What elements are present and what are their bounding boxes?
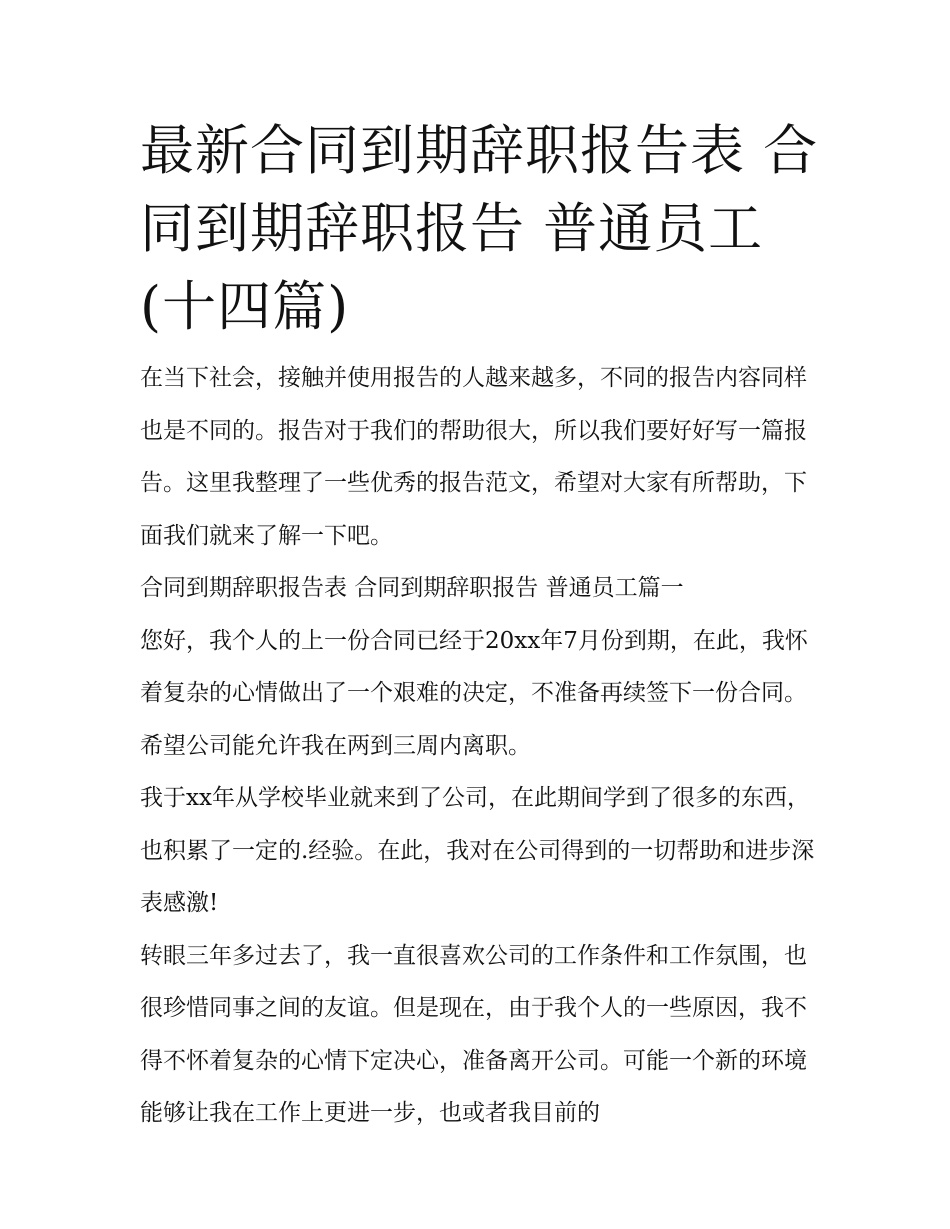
section-heading: 合同到期辞职报告表 合同到期辞职报告 普通员工篇一: [140, 575, 684, 601]
body-paragraph: 您好，我个人的上一份合同已经于20xx年7月份到期，在此，我怀着复杂的心情做出了一个艰难的决定，不准备再续签下一份合同。希望公司能允许我在两到三周内离职。: [140, 627, 808, 759]
intro-paragraph: 在当下社会，接触并使用报告的人越来越多，不同的报告内容同样也是不同的。报告对于我们的帮助很大，所以我们要好好写一篇报告。这里我整理了一些优秀的报告范文，希望对大家有所帮助，下面我们就来了解一下吧。: [140, 365, 807, 549]
document-title: 最新合同到期辞职报告表 合同到期辞职报告 普通员工(十四篇): [140, 119, 819, 338]
body-paragraph: 转眼三年多过去了，我一直很喜欢公司的工作条件和工作氛围，也很珍惜同事之间的友谊。但是现在，由于我个人的一些原因，我不得不怀着复杂的心情下定决心，准备离开公司。可能一个新的环境能够让我在工作上更进一步，也或者我目前的: [140, 942, 807, 1126]
document-body: [140, 352, 820, 1140]
body-paragraph: 我于xx年从学校毕业就来到了公司，在此期间学到了很多的东西，也积累了一定的.经验。在此，我对在公司得到的一切帮助和进步深表感激!: [140, 785, 815, 916]
